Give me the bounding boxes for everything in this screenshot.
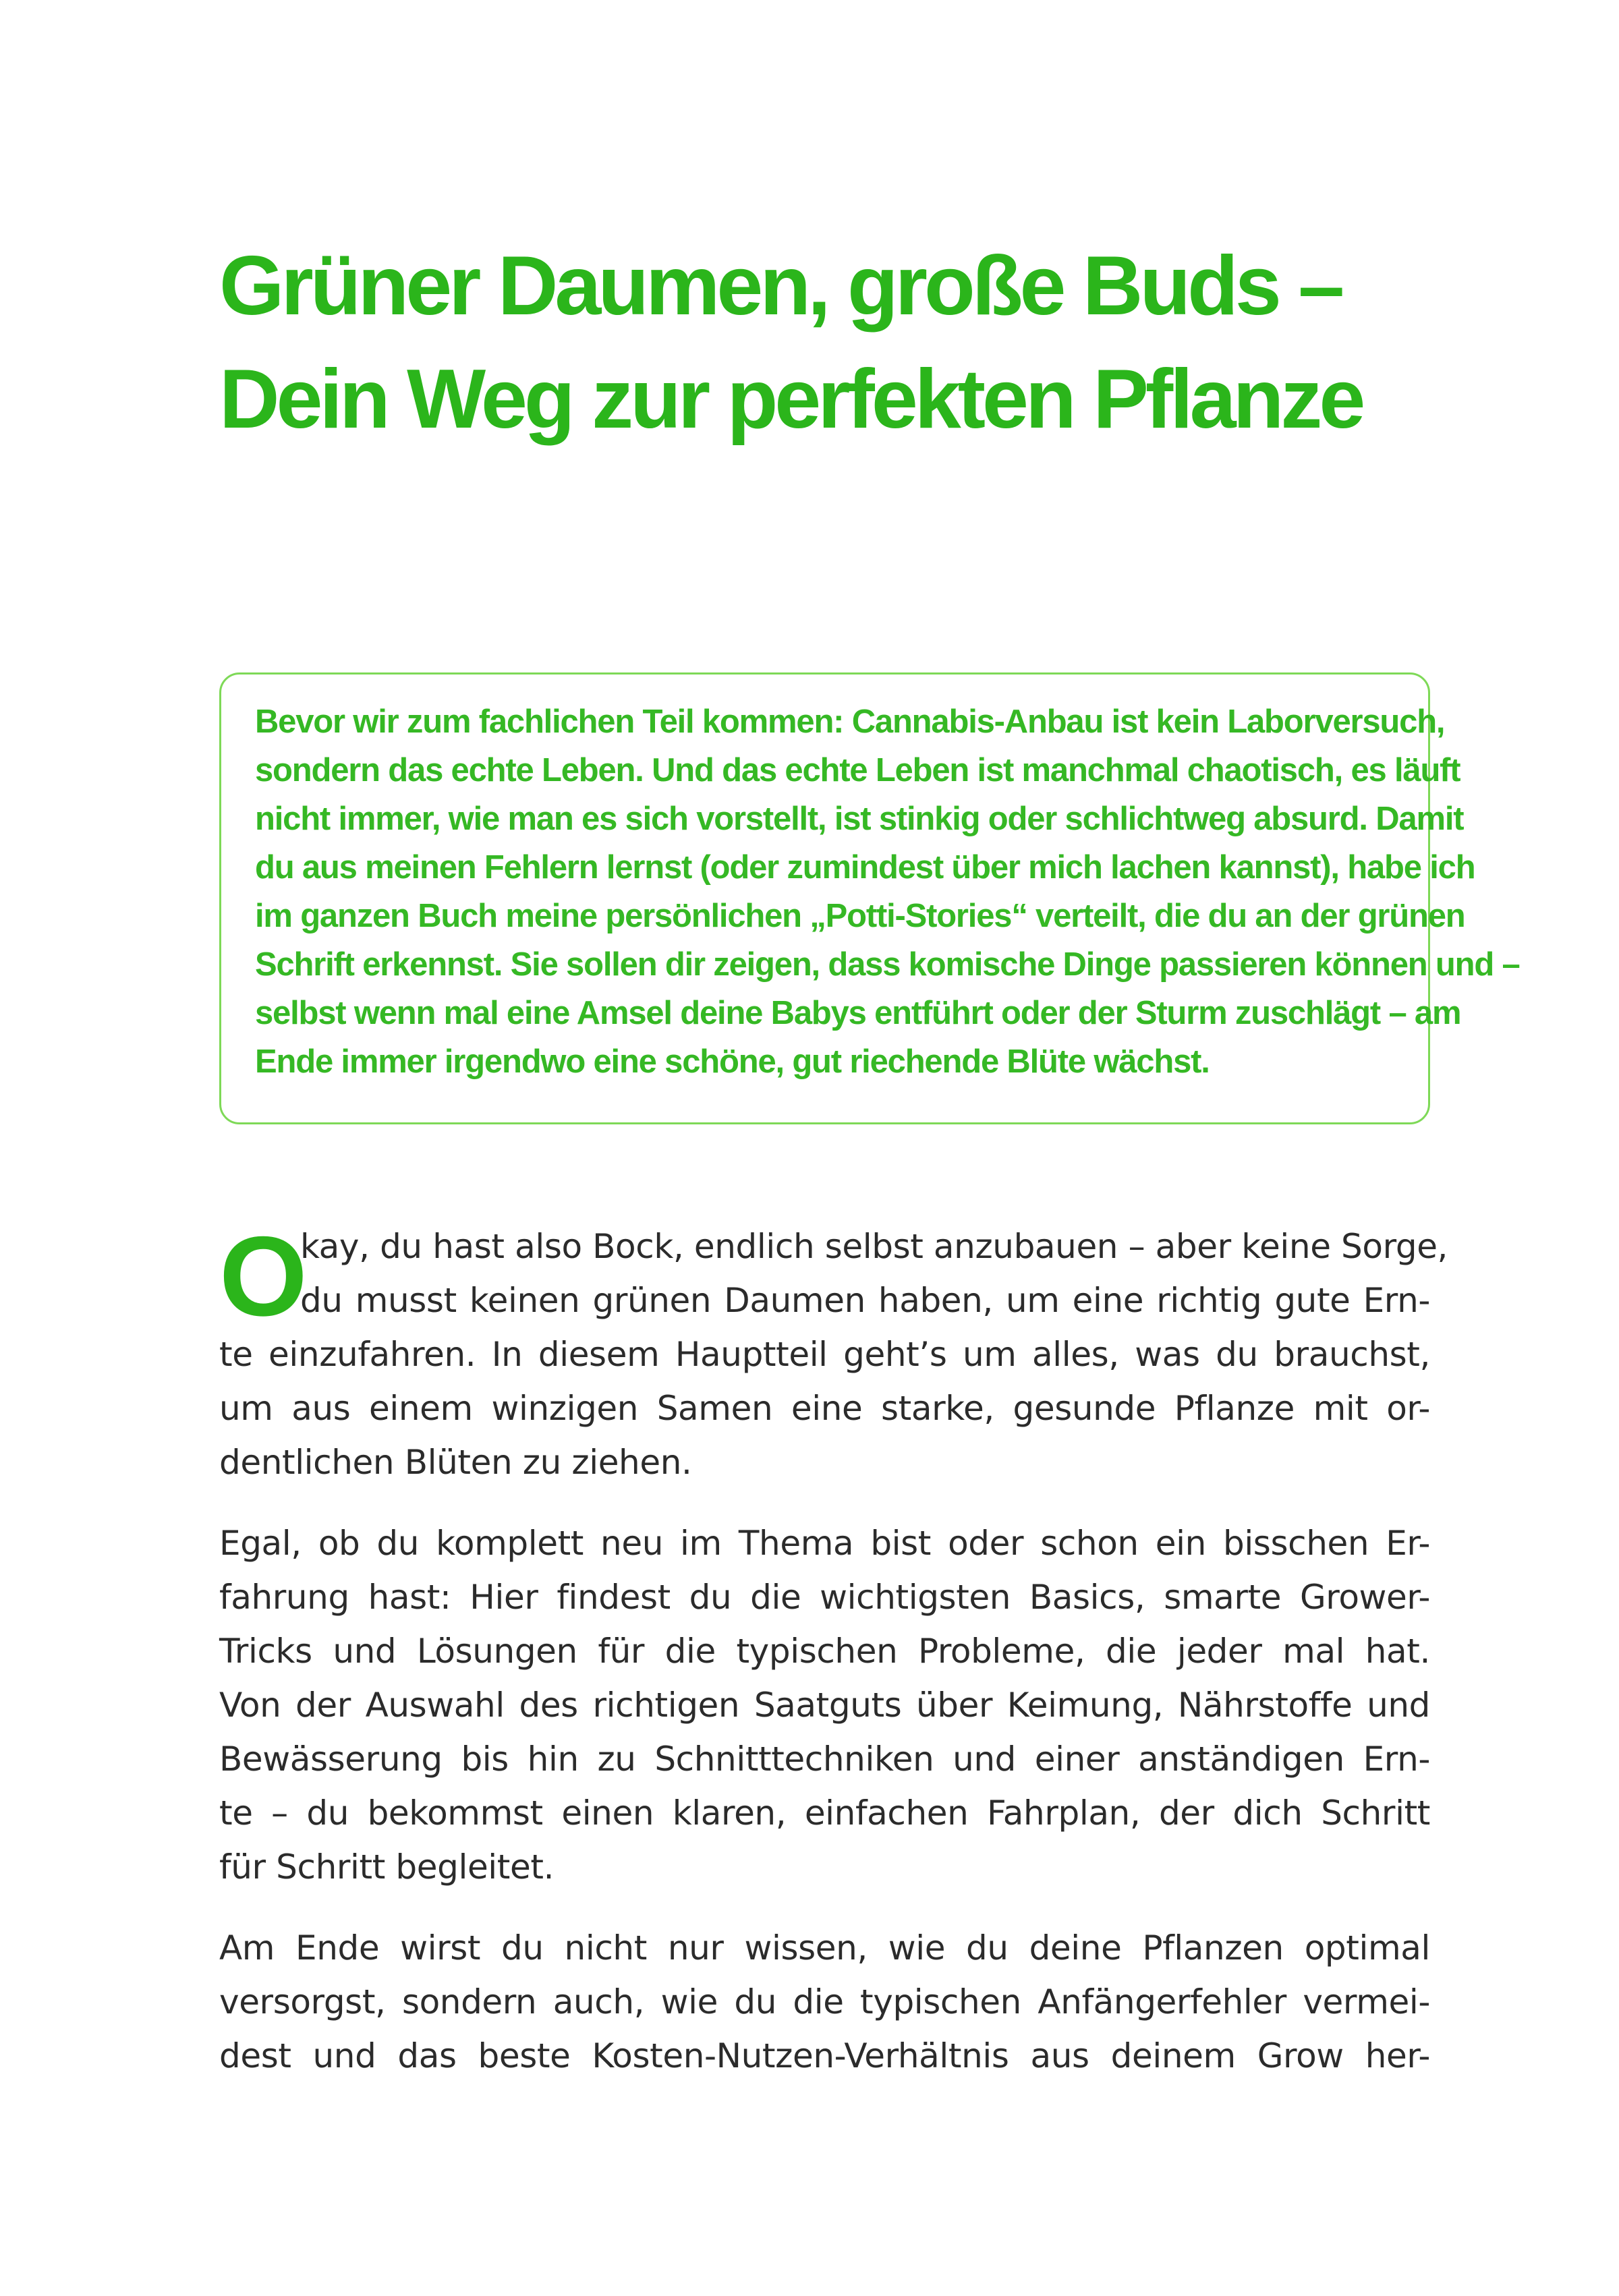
text-line: Egal, ob du komplett neu im Thema bist oder schon ein bisschen Er- — [219, 1524, 1430, 1563]
text-line: te einzufahren. In diesem Hauptteil geht’s um alles, was du brauchst, — [219, 1335, 1430, 1374]
story-line: sondern das echte Leben. Und das echte Leben ist manchmal chaotisch, es läuft — [255, 752, 1460, 788]
story-line: Bevor wir zum fachlichen Teil kommen: Cannabis-Anbau ist kein Laborversuch, — [255, 704, 1445, 740]
text-line: für Schritt begleitet. — [219, 1847, 555, 1887]
text-line: Bewässerung bis hin zu Schnitttechniken und einer anständigen Ern- — [219, 1740, 1430, 1779]
text-line: du musst keinen grünen Daumen haben, um eine richtig gute Ern- — [300, 1281, 1430, 1320]
chapter-title-line: Dein Weg zur perfekten Pflanze — [219, 353, 1363, 446]
story-line: nicht immer, wie man es sich vorstellt, ist stinkig oder schlichtweg absurd. Damit — [255, 801, 1464, 837]
text-line: Am Ende wirst du nicht nur wissen, wie du deine Pflanzen optimal — [219, 1928, 1430, 1968]
potti-story-box — [219, 672, 1520, 1124]
text-line: fahrung hast: Hier findest du die wichtigsten Basics, smarte Grower- — [219, 1578, 1430, 1617]
potti-story-text — [255, 697, 1520, 1086]
body-paragraph — [219, 1516, 1430, 1894]
story-line: Schrift erkennst. Sie sollen dir zeigen, dass komische Dinge passieren können und – — [255, 946, 1520, 983]
drop-cap: O — [219, 1213, 308, 1340]
text-line: Von der Auswahl des richtigen Saatguts über Keimung, Nährstoffe und — [219, 1686, 1430, 1725]
story-line: Ende immer irgendwo eine schöne, gut riechende Blüte wächst. — [255, 1043, 1210, 1080]
chapter-title-line: Grüner Daumen, große Buds – — [219, 239, 1342, 333]
body-paragraph — [219, 1921, 1430, 2083]
story-line: im ganzen Buch meine persönlichen „Potti-Stories“ verteilt, die du an der grünen — [255, 898, 1465, 934]
story-line: du aus meinen Fehlern lernst (oder zumindest über mich lachen kannst), habe ich — [255, 849, 1475, 886]
text-line: kay, du hast also Bock, endlich selbst anzubauen – aber keine Sorge, — [300, 1227, 1448, 1266]
body-paragraph — [219, 1213, 1448, 1489]
text-line: dentlichen Blüten zu ziehen. — [219, 1443, 692, 1482]
story-line: selbst wenn mal eine Amsel deine Babys entführt oder der Sturm zuschlägt – am — [255, 995, 1461, 1031]
text-line: um aus einem winzigen Samen eine starke, gesunde Pflanze mit or- — [219, 1389, 1430, 1428]
chapter-title — [219, 229, 1501, 456]
text-line: dest und das beste Kosten-Nutzen-Verhältnis aus deinem Grow her- — [219, 2036, 1430, 2075]
text-line: versorgst, sondern auch, wie du die typischen Anfängerfehler vermei- — [219, 1982, 1430, 2021]
text-line: Tricks und Lösungen für die typischen Probleme, die jeder mal hat. — [219, 1632, 1430, 1671]
text-line: te – du bekommst einen klaren, einfachen Fahrplan, der dich Schritt — [219, 1793, 1430, 1833]
